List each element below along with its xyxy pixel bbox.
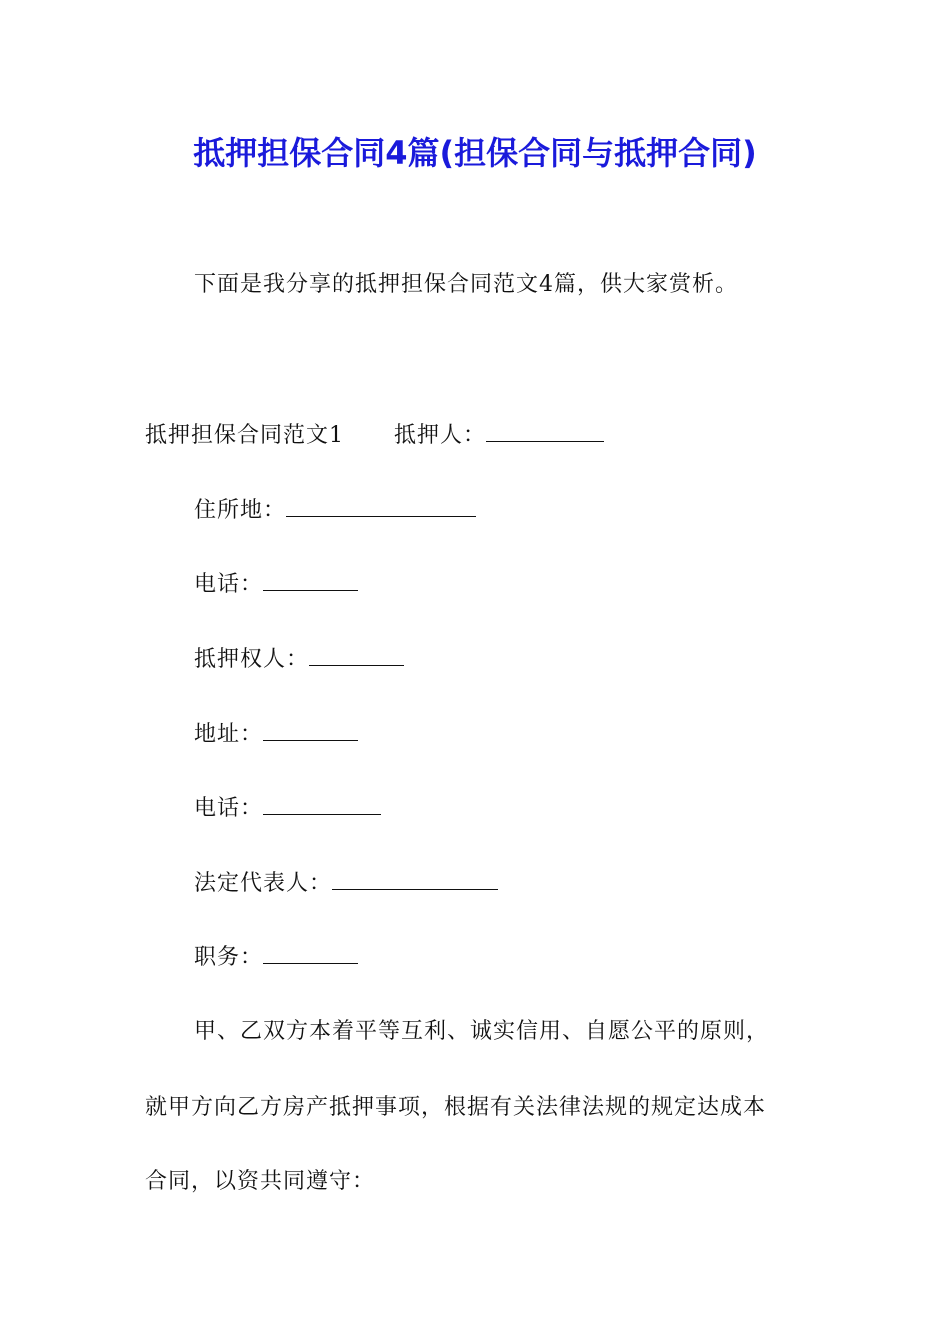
field-label-phone-2: 电话： [194,796,264,821]
address-blank [263,718,358,741]
field-label-phone-1: 电话： [194,572,264,597]
intro-text: 下面是我分享的抵押担保合同范文4篇，供大家赏析。 [194,272,738,297]
position-blank [263,941,358,964]
phone-1-blank [263,568,358,591]
legal-rep-blank [332,867,498,890]
field-phone-2 [194,792,381,826]
field-address [194,718,358,752]
field-label-mortgagee: 抵押权人： [194,647,310,672]
mortgagee-blank [309,643,404,666]
mortgagor-blank [486,419,604,442]
paragraph-line-3: 合同，以资共同遵守： [145,1169,376,1194]
phone-2-blank [263,792,381,815]
field-label-address: 地址： [194,722,264,747]
field-residence [194,494,476,528]
document-title: 抵押担保合同4篇(担保合同与抵押合同) [193,134,757,172]
field-position [194,941,358,975]
section-heading-row [145,419,604,453]
residence-blank [286,494,476,517]
paragraph-line-1: 甲、乙双方本着平等互利、诚实信用、自愿公平的原则， [194,1019,770,1044]
field-legal-rep [194,867,498,901]
section-heading: 抵押担保合同范文1 [145,423,344,448]
field-label-legal-rep: 法定代表人： [194,871,333,896]
field-label-mortgagor: 抵押人： [394,423,487,448]
paragraph-line-2: 就甲方向乙方房产抵押事项，根据有关法律法规的规定达成本 [145,1095,767,1120]
field-phone-1 [194,568,358,602]
field-label-residence: 住所地： [194,498,287,523]
field-label-position: 职务： [194,945,264,970]
field-mortgagee [194,643,404,677]
